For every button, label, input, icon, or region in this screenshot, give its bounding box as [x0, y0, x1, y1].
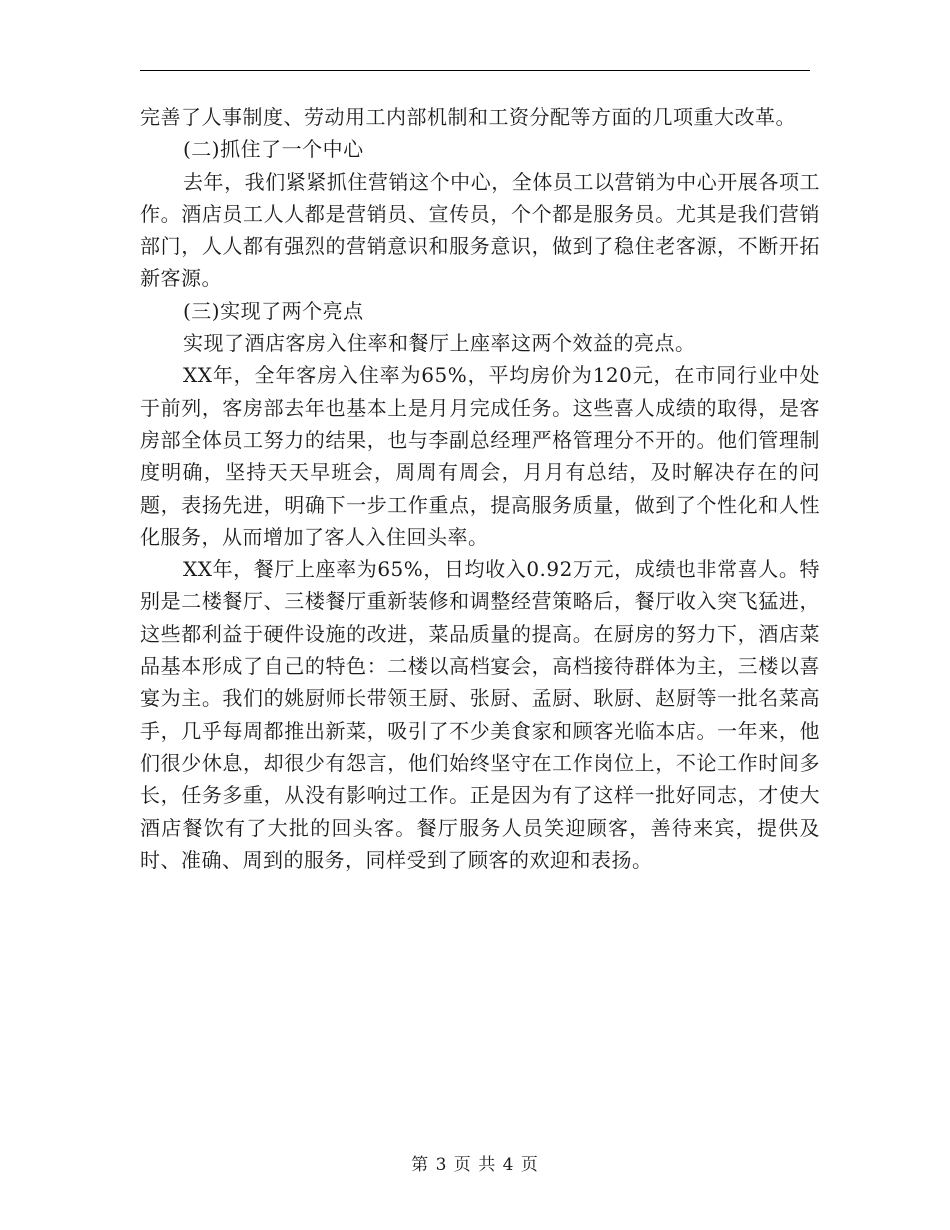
- section-heading-three: (三)实现了两个亮点: [183, 298, 364, 323]
- paragraph-room-occupancy: XX年，全年客房入住率为65%，平均房价为120元，在市同行业中处于前列，客房部去年也基本上是月月完成任务。这些喜人成绩的取得，是客房部全体员工努力的结果，也与李副总经理严格管理分不开的。他们管理制度明确，坚持天天早班会，周周有周会，月月有总结，及时解决存在的问题，表扬先进，明确下一步工作重点，提高服务质量，做到了个性化和人性化服务，从而增加了客人入住回头率。: [140, 363, 820, 549]
- section-heading-two: (二)抓住了一个中心: [183, 137, 364, 162]
- paragraph-highlights-intro: 实现了酒店客房入住率和餐厅上座率这两个效益的亮点。: [183, 331, 696, 356]
- paragraph-marketing: 去年，我们紧紧抓住营销这个中心，全体员工以营销为中心开展各项工作。酒店员工人人都是营销员、宣传员，个个都是服务员。尤其是我们营销部门，人人都有强烈的营销意识和服务意识，做到了稳住老客源，不断开拓新客源。: [140, 169, 820, 291]
- document-body: [140, 101, 820, 876]
- paragraph-restaurant: XX年，餐厅上座率为65%，日均收入0.92万元，成绩也非常喜人。特别是二楼餐厅、三楼餐厅重新装修和调整经营策略后，餐厅收入突飞猛进，这些都利益于硬件设施的改进，菜品质量的提高。在厨房的努力下，酒店菜品基本形成了自己的特色：二楼以高档宴会，高档接待群体为主，三楼以喜宴为主。我们的姚厨师长带领王厨、张厨、孟厨、耿厨、赵厨等一批名菜高手，几乎每周都推出新菜，吸引了不少美食家和顾客光临本店。一年来，他们很少休息，却很少有怨言，他们始终坚守在工作岗位上，不论工作时间多长，任务多重，从没有影响过工作。正是因为有了这样一批好同志，才使大酒店餐饮有了大批的回头客。餐厅服务人员笑迎顾客，善待来宾，提供及时、准确、周到的服务，同样受到了顾客的欢迎和表扬。: [140, 557, 820, 872]
- paragraph-continuation: 完善了人事制度、劳动用工内部机制和工资分配等方面的几项重大改革。: [140, 105, 796, 129]
- header-rule: [140, 70, 810, 71]
- page-number-footer: 第 3 页 共 4 页: [411, 1155, 539, 1175]
